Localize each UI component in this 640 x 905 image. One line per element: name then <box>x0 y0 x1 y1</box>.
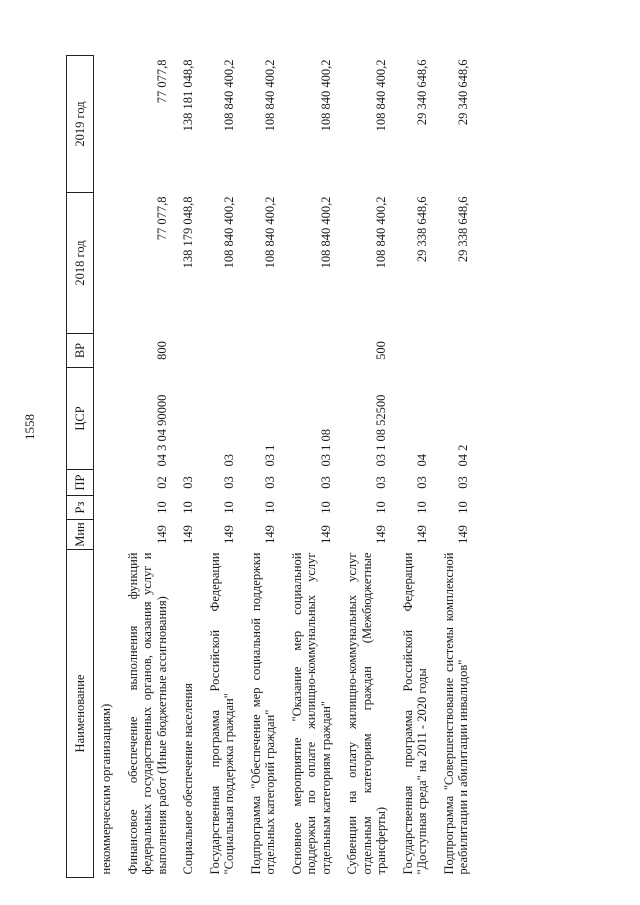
table-row <box>278 56 334 878</box>
row-2019: 77 077,8 <box>154 59 169 104</box>
row-csr: 03 1 <box>263 444 277 467</box>
row-2018 <box>94 193 114 334</box>
row-rz: 10 <box>374 501 388 514</box>
row-csr: 04 3 04 90000 <box>154 394 169 467</box>
row-name: Социальное обеспечение населения <box>181 683 195 875</box>
row-vr <box>389 334 430 368</box>
row-vr: 800 <box>154 341 169 360</box>
row-pr: 03 <box>415 476 429 489</box>
header-vr: ВР <box>67 334 94 368</box>
row-min <box>94 520 114 550</box>
table-row <box>94 56 114 878</box>
row-min: 149 <box>318 525 333 544</box>
row-2019: 108 840 400,2 <box>222 59 236 132</box>
row-rz: 10 <box>415 501 429 514</box>
row-2018: 108 840 400,2 <box>263 196 277 269</box>
row-min: 149 <box>181 525 195 544</box>
row-2018: 29 338 648,6 <box>456 196 470 263</box>
row-name: некоммерческим организациям) <box>99 703 113 875</box>
row-2018: 108 840 400,2 <box>374 196 388 269</box>
row-2019: 29 340 648,6 <box>456 59 470 126</box>
row-vr <box>430 334 471 368</box>
row-pr: 03 <box>222 476 236 489</box>
row-pr: 03 <box>456 476 470 489</box>
row-2018: 108 840 400,2 <box>318 196 333 269</box>
row-csr: 04 2 <box>456 444 470 467</box>
row-rz <box>94 496 114 520</box>
row-2019: 108 840 400,2 <box>318 59 333 132</box>
row-name: Финансовое обеспечение выполнения функций федеральных государственных органов, оказания услуг и выполнения работ (Иные бюджетные ассигнования) <box>125 552 169 875</box>
row-2019: 29 340 648,6 <box>415 59 429 126</box>
row-pr: 03 <box>374 476 388 489</box>
row-name: Государственная программа Российской Федерации "Доступная среда" на 2011 - 2020 годы <box>400 552 429 875</box>
header-csr: ЦСР <box>67 368 94 470</box>
row-rz: 10 <box>263 501 277 514</box>
row-vr <box>278 334 334 368</box>
row-name: Субвенции на оплату жилищно-коммунальных услуг отдельным категориям граждан (Межбюджетные трансферты) <box>345 552 388 875</box>
row-name: Подпрограмма "Совершенствование системы комплексной реабилитации и абилитации инвалидов" <box>441 552 470 875</box>
row-name: Государственная программа Российской Федерации "Социальная поддержка граждан" <box>207 552 236 875</box>
page-number: 1558 <box>22 414 37 440</box>
table-row <box>389 56 430 878</box>
row-name: Основное мероприятие "Оказание мер социальной поддержки по оплате жилищно-коммунальных услуг отдельным категориям граждан" <box>289 552 333 875</box>
row-min: 149 <box>374 525 388 544</box>
table-row <box>114 56 170 878</box>
table-row <box>237 56 278 878</box>
row-pr: 03 <box>181 476 195 489</box>
row-csr: 03 1 08 <box>318 429 333 467</box>
row-pr: 03 <box>263 476 277 489</box>
table-row <box>169 56 196 878</box>
row-csr <box>169 368 196 470</box>
row-min: 149 <box>415 525 429 544</box>
row-2018: 29 338 648,6 <box>415 196 429 263</box>
row-name: Подпрограмма "Обеспечение мер социальной поддержки отдельных категорий граждан" <box>248 552 277 875</box>
rotated-page <box>66 56 590 878</box>
row-csr <box>94 368 114 470</box>
row-pr <box>94 470 114 496</box>
row-rz: 10 <box>181 501 195 514</box>
row-2018: 108 840 400,2 <box>222 196 236 269</box>
row-vr <box>196 334 237 368</box>
row-rz: 10 <box>318 501 333 514</box>
row-min: 149 <box>263 525 277 544</box>
table-row <box>196 56 237 878</box>
header-2019: 2019 год <box>67 56 94 193</box>
row-rz: 10 <box>154 501 169 514</box>
header-2018: 2018 год <box>67 193 94 334</box>
budget-table <box>66 55 471 878</box>
row-2018: 138 179 048,8 <box>181 196 195 269</box>
row-vr: 500 <box>374 341 388 360</box>
row-2019: 138 181 048,8 <box>181 59 195 132</box>
header-name: Наименование <box>67 550 94 878</box>
row-2019: 108 840 400,2 <box>263 59 277 132</box>
row-2019 <box>94 56 114 193</box>
row-min: 149 <box>456 525 470 544</box>
row-2019: 108 840 400,2 <box>374 59 388 132</box>
table-row <box>333 56 389 878</box>
header-row <box>67 56 94 878</box>
row-min: 149 <box>222 525 236 544</box>
row-2018: 77 077,8 <box>154 196 169 241</box>
header-rz: Рз <box>67 496 94 520</box>
row-rz: 10 <box>456 501 470 514</box>
row-min: 149 <box>154 525 169 544</box>
row-rz: 10 <box>222 501 236 514</box>
table-row <box>430 56 471 878</box>
row-vr <box>169 334 196 368</box>
row-csr: 03 <box>222 454 236 467</box>
header-min: Мин <box>67 520 94 550</box>
row-pr: 03 <box>318 476 333 489</box>
row-csr: 04 <box>415 454 429 467</box>
row-pr: 02 <box>154 476 169 489</box>
row-csr: 03 1 08 52500 <box>374 394 388 467</box>
header-pr: ПР <box>67 470 94 496</box>
row-vr <box>237 334 278 368</box>
row-vr <box>94 334 114 368</box>
